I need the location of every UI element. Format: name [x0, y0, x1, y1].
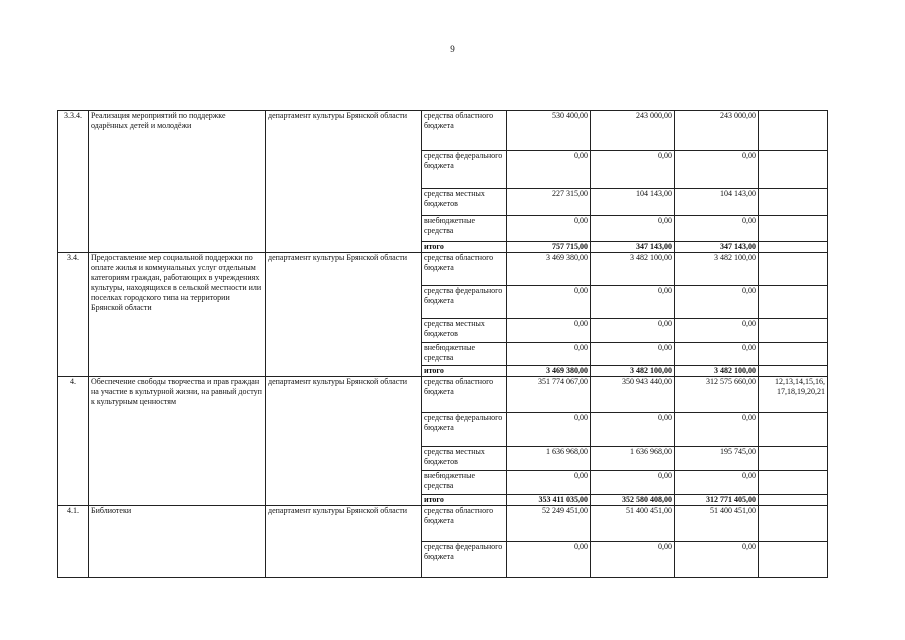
- amount-year-3-cell: 0,00: [675, 151, 759, 189]
- amount-year-3-cell: 104 143,00: [675, 189, 759, 216]
- executor-cell: департамент культуры Брянской области: [266, 506, 422, 578]
- funding-source-cell: внебюджетные средства: [422, 343, 507, 366]
- item-name-cell: Библиотеки: [89, 506, 266, 578]
- executor-cell: департамент культуры Брянской области: [266, 111, 422, 253]
- indicators-empty-cell: [759, 242, 828, 253]
- indicators-empty-cell: [759, 319, 828, 343]
- amount-year-3-cell: 195 745,00: [675, 447, 759, 471]
- amount-year-1-cell: 757 715,00: [507, 242, 591, 253]
- funding-source-cell: итого: [422, 495, 507, 506]
- table-row: [58, 253, 828, 286]
- indicators-empty-cell: [759, 413, 828, 447]
- indicators-empty-cell: [759, 189, 828, 216]
- item-number-cell: 3.4.: [58, 253, 89, 377]
- funding-source-cell: средства областного бюджета: [422, 377, 507, 413]
- budget-table: [57, 110, 828, 578]
- funding-source-cell: внебюджетные средства: [422, 216, 507, 242]
- indicators-empty-cell: [759, 286, 828, 319]
- amount-year-2-cell: 0,00: [591, 413, 675, 447]
- amount-year-1-cell: 353 411 035,00: [507, 495, 591, 506]
- amount-year-3-cell: 243 000,00: [675, 111, 759, 151]
- amount-year-1-cell: 227 315,00: [507, 189, 591, 216]
- table-body: [58, 111, 828, 578]
- amount-year-3-cell: 0,00: [675, 542, 759, 578]
- amount-year-3-cell: 0,00: [675, 319, 759, 343]
- funding-source-cell: итого: [422, 242, 507, 253]
- amount-year-1-cell: 3 469 380,00: [507, 253, 591, 286]
- indicators-empty-cell: [759, 366, 828, 377]
- amount-year-2-cell: 0,00: [591, 151, 675, 189]
- amount-year-2-cell: 243 000,00: [591, 111, 675, 151]
- indicators-empty-cell: [759, 151, 828, 189]
- item-name-cell: Предоставление мер социальной поддержки по оплате жилья и коммунальных услуг отдельным категориям граждан, работающих в учреждениях культуры, находящихся в сельской местности или поселках городского типа на территории Брянской области: [89, 253, 266, 377]
- funding-source-cell: средства местных бюджетов: [422, 189, 507, 216]
- amount-year-1-cell: 3 469 380,00: [507, 366, 591, 377]
- amount-year-3-cell: 0,00: [675, 286, 759, 319]
- amount-year-2-cell: 0,00: [591, 471, 675, 495]
- funding-source-cell: средства местных бюджетов: [422, 319, 507, 343]
- amount-year-2-cell: 347 143,00: [591, 242, 675, 253]
- indicators-empty-cell: [759, 495, 828, 506]
- indicators-cell: [759, 253, 828, 286]
- item-number-cell: 4.1.: [58, 506, 89, 578]
- funding-source-cell: средства областного бюджета: [422, 506, 507, 542]
- indicators-empty-cell: [759, 447, 828, 471]
- executor-cell: департамент культуры Брянской области: [266, 253, 422, 377]
- funding-source-cell: средства местных бюджетов: [422, 447, 507, 471]
- table-row: [58, 506, 828, 542]
- amount-year-3-cell: 347 143,00: [675, 242, 759, 253]
- item-name-cell: Реализация мероприятий по поддержке одарённых детей и молодёжи: [89, 111, 266, 253]
- item-name-cell: Обеспечение свободы творчества и прав граждан на участие в культурной жизни, на равный доступ к культурным ценностям: [89, 377, 266, 506]
- indicators-empty-cell: [759, 471, 828, 495]
- indicators-empty-cell: [759, 542, 828, 578]
- indicators-cell: [759, 111, 828, 151]
- amount-year-1-cell: 0,00: [507, 151, 591, 189]
- funding-source-cell: средства областного бюджета: [422, 111, 507, 151]
- item-number-cell: 3.3.4.: [58, 111, 89, 253]
- table-row: [58, 377, 828, 413]
- amount-year-1-cell: 0,00: [507, 319, 591, 343]
- amount-year-3-cell: 0,00: [675, 471, 759, 495]
- amount-year-1-cell: 0,00: [507, 343, 591, 366]
- amount-year-1-cell: 0,00: [507, 216, 591, 242]
- amount-year-3-cell: 51 400 451,00: [675, 506, 759, 542]
- indicators-cell: [759, 506, 828, 542]
- amount-year-1-cell: 351 774 067,00: [507, 377, 591, 413]
- funding-source-cell: внебюджетные средства: [422, 471, 507, 495]
- amount-year-2-cell: 0,00: [591, 216, 675, 242]
- amount-year-1-cell: 0,00: [507, 542, 591, 578]
- funding-source-cell: средства федерального бюджета: [422, 542, 507, 578]
- amount-year-2-cell: 104 143,00: [591, 189, 675, 216]
- amount-year-1-cell: 0,00: [507, 286, 591, 319]
- amount-year-2-cell: 352 580 408,00: [591, 495, 675, 506]
- item-number-cell: 4.: [58, 377, 89, 506]
- table-row: [58, 111, 828, 151]
- amount-year-2-cell: 0,00: [591, 286, 675, 319]
- amount-year-3-cell: 312 771 405,00: [675, 495, 759, 506]
- amount-year-2-cell: 0,00: [591, 343, 675, 366]
- amount-year-3-cell: 3 482 100,00: [675, 366, 759, 377]
- indicators-cell: 12,13,14,15,16, 17,18,19,20,21: [759, 377, 828, 413]
- amount-year-3-cell: 0,00: [675, 343, 759, 366]
- amount-year-1-cell: 52 249 451,00: [507, 506, 591, 542]
- funding-source-cell: итого: [422, 366, 507, 377]
- funding-source-cell: средства федерального бюджета: [422, 286, 507, 319]
- amount-year-3-cell: 0,00: [675, 216, 759, 242]
- page-number: 9: [450, 44, 455, 54]
- amount-year-1-cell: 530 400,00: [507, 111, 591, 151]
- amount-year-1-cell: 0,00: [507, 471, 591, 495]
- amount-year-2-cell: 1 636 968,00: [591, 447, 675, 471]
- amount-year-2-cell: 3 482 100,00: [591, 253, 675, 286]
- amount-year-1-cell: 1 636 968,00: [507, 447, 591, 471]
- amount-year-3-cell: 312 575 660,00: [675, 377, 759, 413]
- executor-cell: департамент культуры Брянской области: [266, 377, 422, 506]
- amount-year-2-cell: 51 400 451,00: [591, 506, 675, 542]
- funding-source-cell: средства федерального бюджета: [422, 151, 507, 189]
- amount-year-2-cell: 3 482 100,00: [591, 366, 675, 377]
- amount-year-1-cell: 0,00: [507, 413, 591, 447]
- amount-year-2-cell: 0,00: [591, 319, 675, 343]
- funding-source-cell: средства областного бюджета: [422, 253, 507, 286]
- funding-source-cell: средства федерального бюджета: [422, 413, 507, 447]
- amount-year-2-cell: 350 943 440,00: [591, 377, 675, 413]
- amount-year-3-cell: 0,00: [675, 413, 759, 447]
- amount-year-3-cell: 3 482 100,00: [675, 253, 759, 286]
- indicators-empty-cell: [759, 216, 828, 242]
- amount-year-2-cell: 0,00: [591, 542, 675, 578]
- indicators-empty-cell: [759, 343, 828, 366]
